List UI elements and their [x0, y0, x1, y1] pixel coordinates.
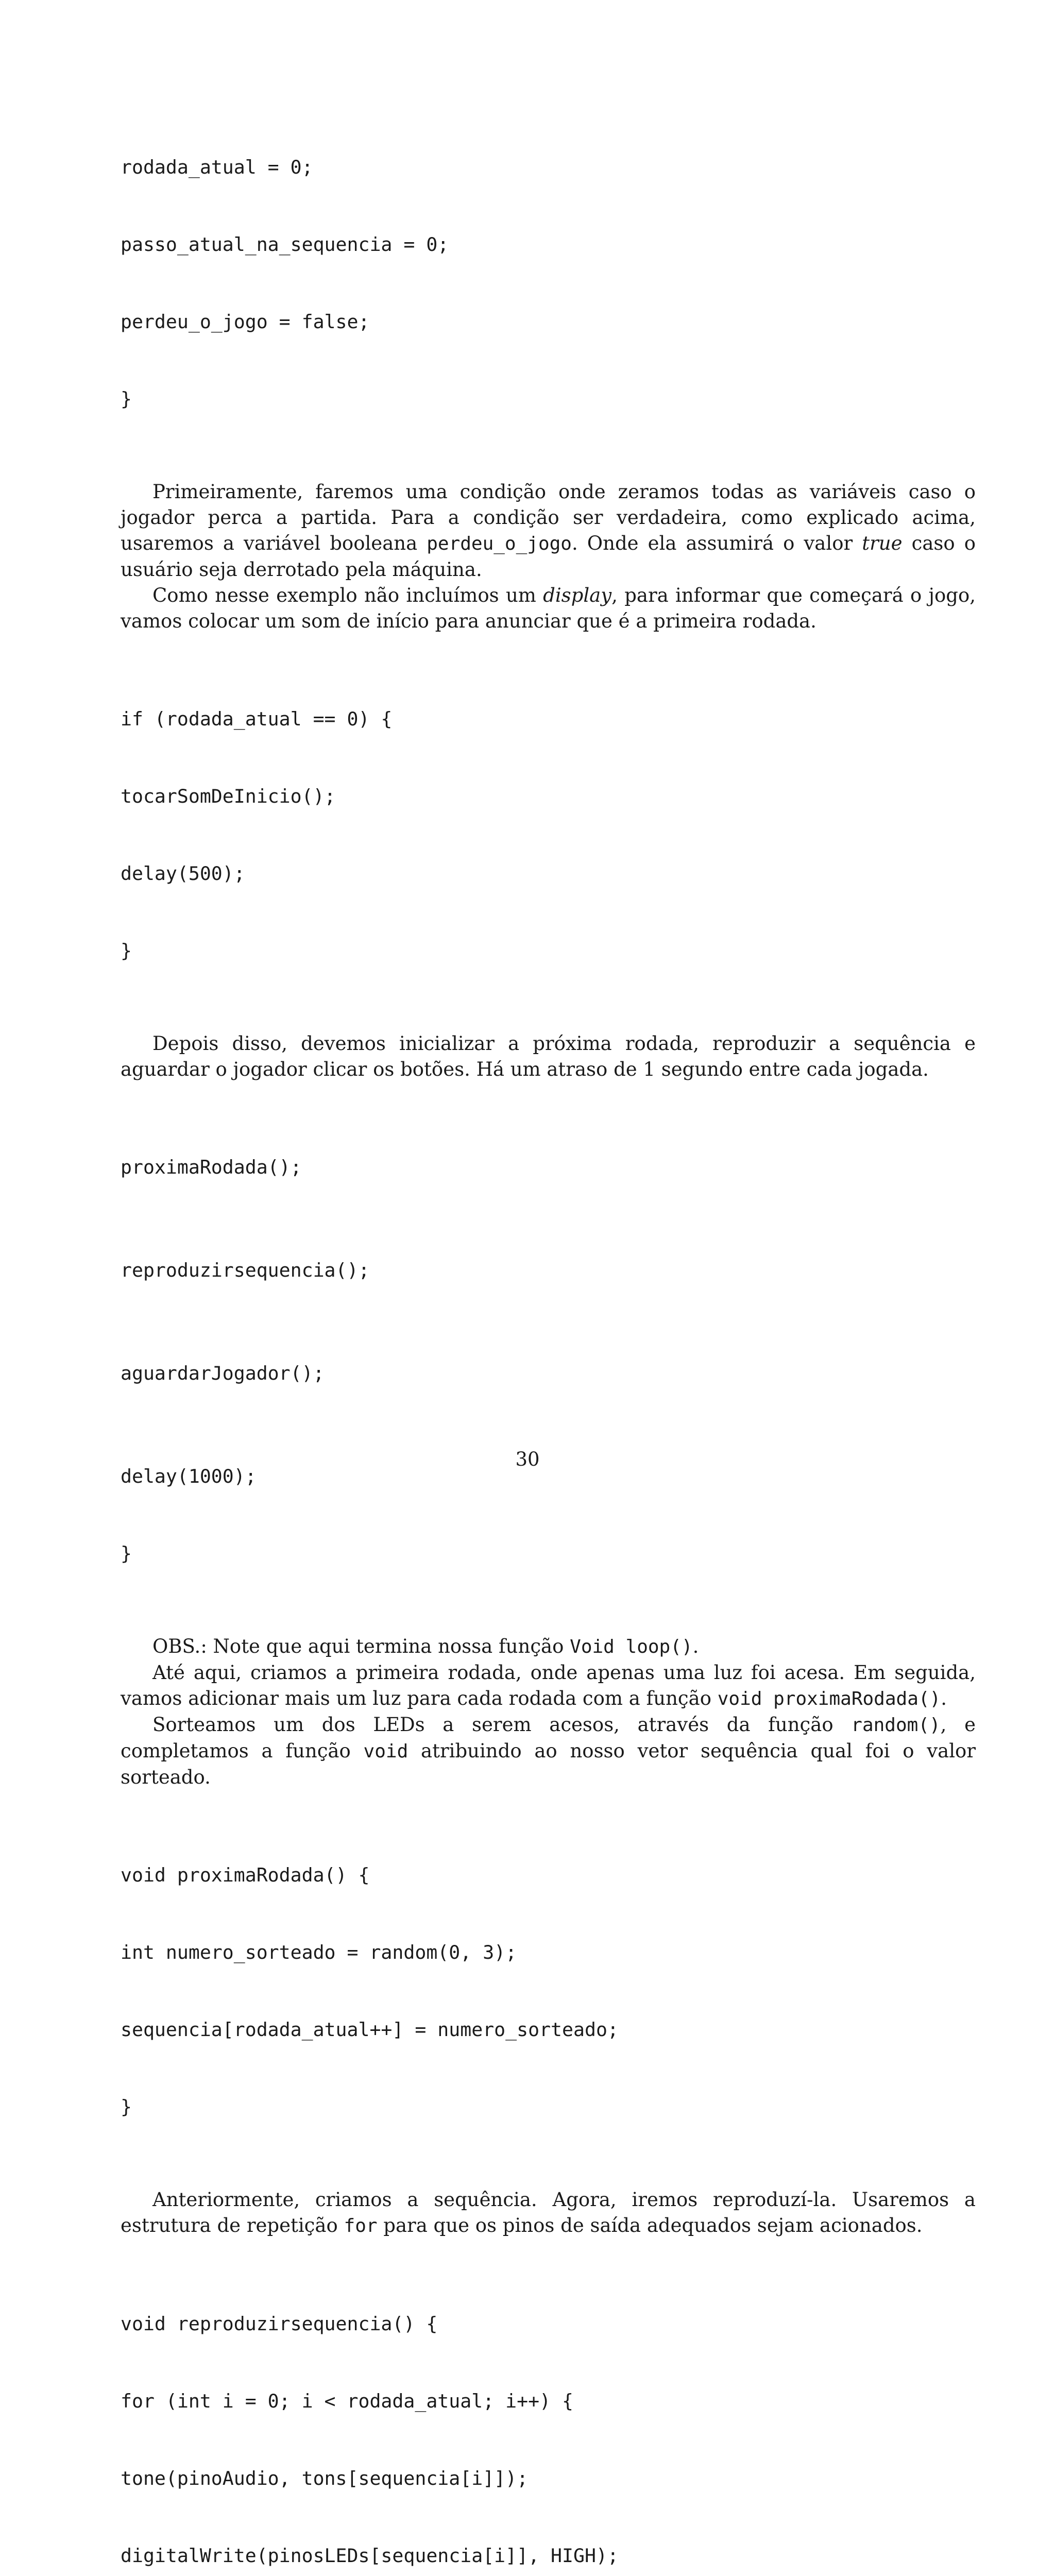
code-line: proximaRodada();: [121, 1156, 302, 1178]
code-line: aguardarJogador();: [121, 1362, 325, 1384]
code-line: sequencia[rodada_atual++] = numero_sorteado;: [121, 2019, 619, 2041]
inline-code: Void loop(): [570, 1636, 693, 1657]
paragraph: Primeiramente, faremos uma condição onde zeramos todas as variáveis caso o jogador perca a partida. Para a condição ser verdadeira, como explicado acima, usaremos a variável booleana perdeu_o_jogo. Onde ela assumirá o valor true caso o usuário seja derrotado pela máquina.: [121, 481, 976, 581]
code-line: rodada_atual = 0;: [121, 156, 313, 178]
code-line: delay(500);: [121, 862, 245, 885]
code-line: int numero_sorteado = random(0, 3);: [121, 1941, 517, 1963]
code-line: tocarSomDeInicio();: [121, 785, 336, 807]
code-line: }: [121, 2096, 132, 2118]
page-number: 30: [515, 1448, 540, 1470]
code-block-proxima-rodada: [121, 1811, 976, 2172]
code-line: }: [121, 388, 132, 410]
code-line: }: [121, 1543, 132, 1565]
inline-code: for: [344, 2215, 378, 2236]
code-line: reproduzirsequencia();: [121, 1259, 370, 1281]
paragraph: Sorteamos um dos LEDs a serem acesos, através da função random(), e completamos a função void atribuindo ao nosso vetor sequência qual foi o valor sorteado.: [121, 1714, 976, 1788]
code-block-game-loop: [121, 1103, 976, 1618]
emphasis: true: [862, 532, 903, 554]
code-line: void proximaRodada() {: [121, 1864, 370, 1886]
code-line: }: [121, 940, 132, 962]
code-line: tone(pinoAudio, tons[sequencia[i]]);: [121, 2467, 529, 2489]
paragraph: Depois disso, devemos inicializar a próxima rodada, reproduzir a sequência e aguardar o jogador clicar os botões. Há um atraso de 1 segundo entre cada jogada.: [121, 1032, 976, 1080]
code-line: passo_atual_na_sequencia = 0;: [121, 233, 449, 256]
code-line: perdeu_o_jogo = false;: [121, 311, 370, 333]
prose-section-2: [121, 1031, 976, 1082]
paragraph: Anteriormente, criamos a sequência. Agora, iremos reproduzí-la. Usaremos a estrutura de repetição for para que os pinos de saída adequados sejam acionados.: [121, 2189, 976, 2236]
prose-section-3: [121, 1634, 976, 1790]
prose-section-1: [121, 479, 976, 634]
code-block-reset-variables: [121, 103, 976, 464]
code-line: void reproduzirsequencia() {: [121, 2313, 438, 2335]
inline-code: perdeu_o_jogo: [427, 533, 572, 554]
code-line: if (rodada_atual == 0) {: [121, 708, 393, 730]
code-line: digitalWrite(pinosLEDs[sequencia[i]], HIGH);: [121, 2545, 619, 2567]
paragraph: Como nesse exemplo não incluímos um display, para informar que começará o jogo, vamos colocar um som de início para anunciar que é a primeira rodada.: [121, 584, 976, 632]
page-body: [121, 103, 976, 2576]
paragraph: OBS.: Note que aqui termina nossa função Void loop().: [152, 1635, 699, 1657]
inline-code: random(): [851, 1715, 941, 1736]
inline-code: void: [363, 1741, 409, 1762]
prose-section-4: [121, 2187, 976, 2239]
paragraph: Até aqui, criamos a primeira rodada, onde apenas uma luz foi acesa. Em seguida, vamos adicionar mais um luz para cada rodada com a função void proximaRodada().: [121, 1662, 976, 1709]
inline-code: void proximaRodada(): [717, 1688, 941, 1709]
code-line: delay(1000);: [121, 1465, 257, 1487]
code-block-reproduzir-sequencia: [121, 2260, 976, 2576]
code-line: for (int i = 0; i < rodada_atual; i++) {: [121, 2390, 573, 2412]
code-block-start-sound: [121, 655, 976, 1015]
emphasis: display: [543, 584, 612, 606]
